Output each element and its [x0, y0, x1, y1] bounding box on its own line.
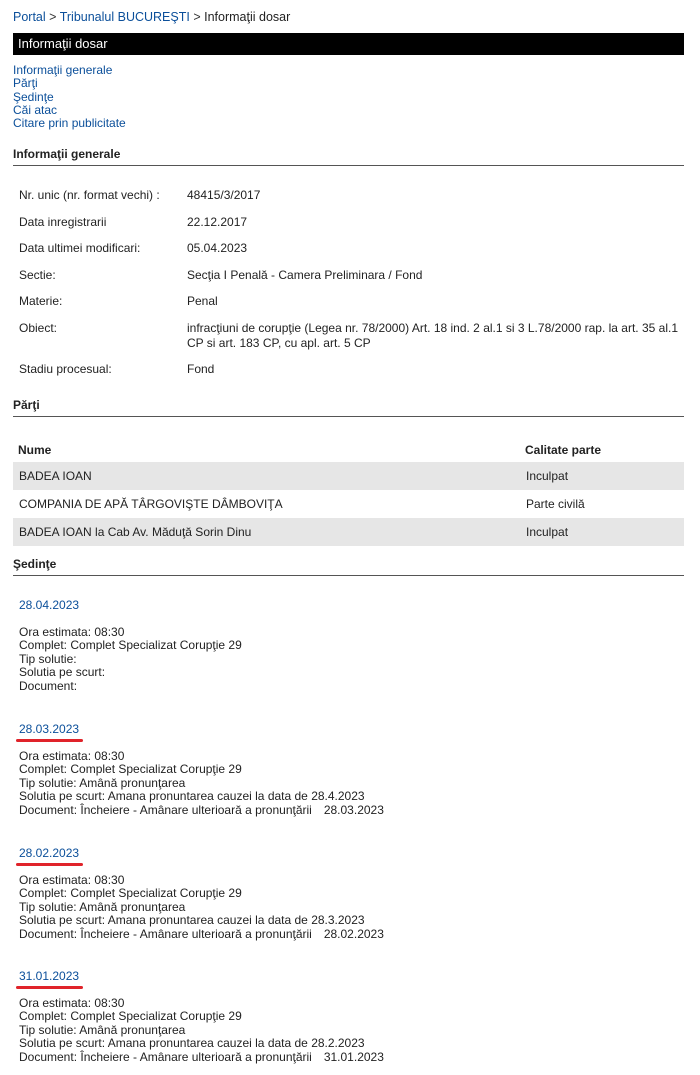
breadcrumb-current: Informaţii dosar: [204, 10, 291, 24]
table-row: [13, 490, 684, 518]
breadcrumb: [13, 10, 290, 24]
hearing-entry: [19, 723, 679, 817]
party-role: Inculpat: [520, 462, 684, 490]
section-heading-sedinte: Şedinţe: [13, 557, 684, 576]
info-value: 48415/3/2017: [187, 188, 261, 202]
table-row: [13, 518, 684, 546]
document-label: Document: Încheiere - Amânare ulterioară a pronunţării: [19, 1049, 312, 1064]
hearing-solution-summary: Solutia pe scurt: Amana pronuntarea cauzei la data de 28.3.2023: [19, 913, 365, 927]
info-value: 22.12.2017: [187, 215, 248, 229]
highlight-underline: [16, 986, 83, 989]
hearing-document: [19, 804, 679, 818]
nav-link-citare[interactable]: Citare prin publicitate: [13, 116, 126, 131]
parti-table: [13, 438, 684, 546]
hearing-document: [19, 680, 679, 694]
party-role: Inculpat: [520, 518, 684, 546]
hearing-document: [19, 1051, 679, 1065]
hearing-solution-type: Tip solutie: Amână pronunţarea: [19, 899, 186, 914]
hearing-panel: Complet: Complet Specializat Corupţie 29: [19, 886, 242, 900]
hearing-entry: [19, 970, 679, 1064]
hearing-entry: [19, 847, 679, 941]
info-label: Obiect:: [19, 321, 58, 335]
info-label: Nr. unic (nr. format vechi) :: [19, 188, 160, 202]
section-heading-parti: Părţi: [13, 398, 684, 417]
highlight-underline: [16, 739, 83, 742]
hearing-date-link[interactable]: 31.01.2023: [19, 969, 80, 983]
hearing-solution-type: Tip solutie: Amână pronunţarea: [19, 775, 186, 790]
hearing-panel: Complet: Complet Specializat Corupţie 29: [19, 1009, 242, 1023]
hearing-time: Ora estimata: 08:30: [19, 995, 125, 1010]
info-label: Data ultimei modificari:: [19, 241, 141, 255]
hearing-solution-summary: Solutia pe scurt: Amana pronuntarea cauzei la data de 28.4.2023: [19, 789, 365, 803]
hearing-time: Ora estimata: 08:30: [19, 624, 125, 639]
party-name: BADEA IOAN: [13, 462, 520, 490]
hearing-entry: [19, 599, 679, 693]
party-name: COMPANIA DE APĂ TÂRGOVIŞTE DÂMBOVIŢA: [19, 497, 283, 511]
info-label: Data inregistrarii: [19, 215, 107, 229]
hearing-date-link[interactable]: 28.03.2023: [19, 722, 80, 736]
hearing-time: Ora estimata: 08:30: [19, 748, 125, 763]
highlight-underline: [16, 863, 83, 866]
section-heading-general: Informaţii generale: [13, 147, 684, 166]
nav-link-informatii-generale[interactable]: Informaţii generale: [13, 63, 113, 77]
page-title-bar: [13, 33, 684, 55]
info-label: Stadiu procesual:: [19, 362, 112, 376]
info-label: Sectie:: [19, 268, 56, 282]
hearing-panel: Complet: Complet Specializat Corupţie 29: [19, 638, 242, 652]
document-label: Document: Încheiere - Amânare ulterioară a pronunţării: [19, 802, 312, 817]
nav-link-sedinte[interactable]: Şedinţe: [13, 89, 54, 104]
hearing-solution-summary: Solutia pe scurt:: [19, 665, 106, 679]
breadcrumb-court-link[interactable]: Tribunalul BUCUREŞTI: [59, 10, 190, 24]
info-value: 05.04.2023: [187, 241, 248, 255]
table-header-row: [13, 438, 684, 462]
hearing-solution-type: Tip solutie:: [19, 651, 77, 666]
breadcrumb-separator: >: [193, 10, 201, 24]
hearing-solution-type: Tip solutie: Amână pronunţarea: [19, 1022, 186, 1037]
hearing-time: Ora estimata: 08:30: [19, 872, 125, 887]
column-header-role: Calitate parte: [525, 443, 602, 457]
info-value: Secţia I Penală - Camera Preliminara / Fond: [187, 268, 423, 282]
document-date: 28.03.2023: [323, 802, 384, 817]
hearing-date-link[interactable]: 28.02.2023: [19, 846, 80, 860]
party-role: Parte civilă: [526, 497, 585, 511]
info-value: Fond: [187, 362, 215, 376]
breadcrumb-separator: >: [49, 10, 57, 24]
info-label: Materie:: [19, 294, 63, 308]
page-title: Informaţii dosar: [18, 36, 108, 51]
document-label: Document: Încheiere - Amânare ulterioară a pronunţării: [19, 926, 312, 941]
hearing-document: [19, 928, 679, 942]
hearing-solution-summary: Solutia pe scurt: Amana pronuntarea cauzei la data de 28.2.2023: [19, 1036, 365, 1050]
info-value: Penal: [187, 294, 218, 308]
document-date: 28.02.2023: [323, 926, 384, 941]
nav-link-parti[interactable]: Părţi: [13, 76, 38, 91]
info-value: infracţiuni de corupţie (Legea nr. 78/2000) Art. 18 ind. 2 al.1 si 3 L.78/2000 rap. la art. 35 al.1 CP si art. 183 CP, cu apl. art. 5 CP: [187, 321, 678, 350]
document-label: Document:: [19, 678, 78, 693]
table-row: [13, 462, 684, 490]
hearing-date-link[interactable]: 28.04.2023: [19, 598, 80, 612]
breadcrumb-portal-link[interactable]: Portal: [13, 10, 46, 24]
column-header-name: Nume: [18, 443, 52, 457]
document-date: 31.01.2023: [323, 1049, 384, 1064]
section-nav: [13, 64, 126, 130]
nav-link-cai-atac[interactable]: Căi atac: [13, 102, 58, 117]
party-name: BADEA IOAN la Cab Av. Măduţă Sorin Dinu: [13, 518, 520, 546]
hearing-panel: Complet: Complet Specializat Corupţie 29: [19, 762, 242, 776]
